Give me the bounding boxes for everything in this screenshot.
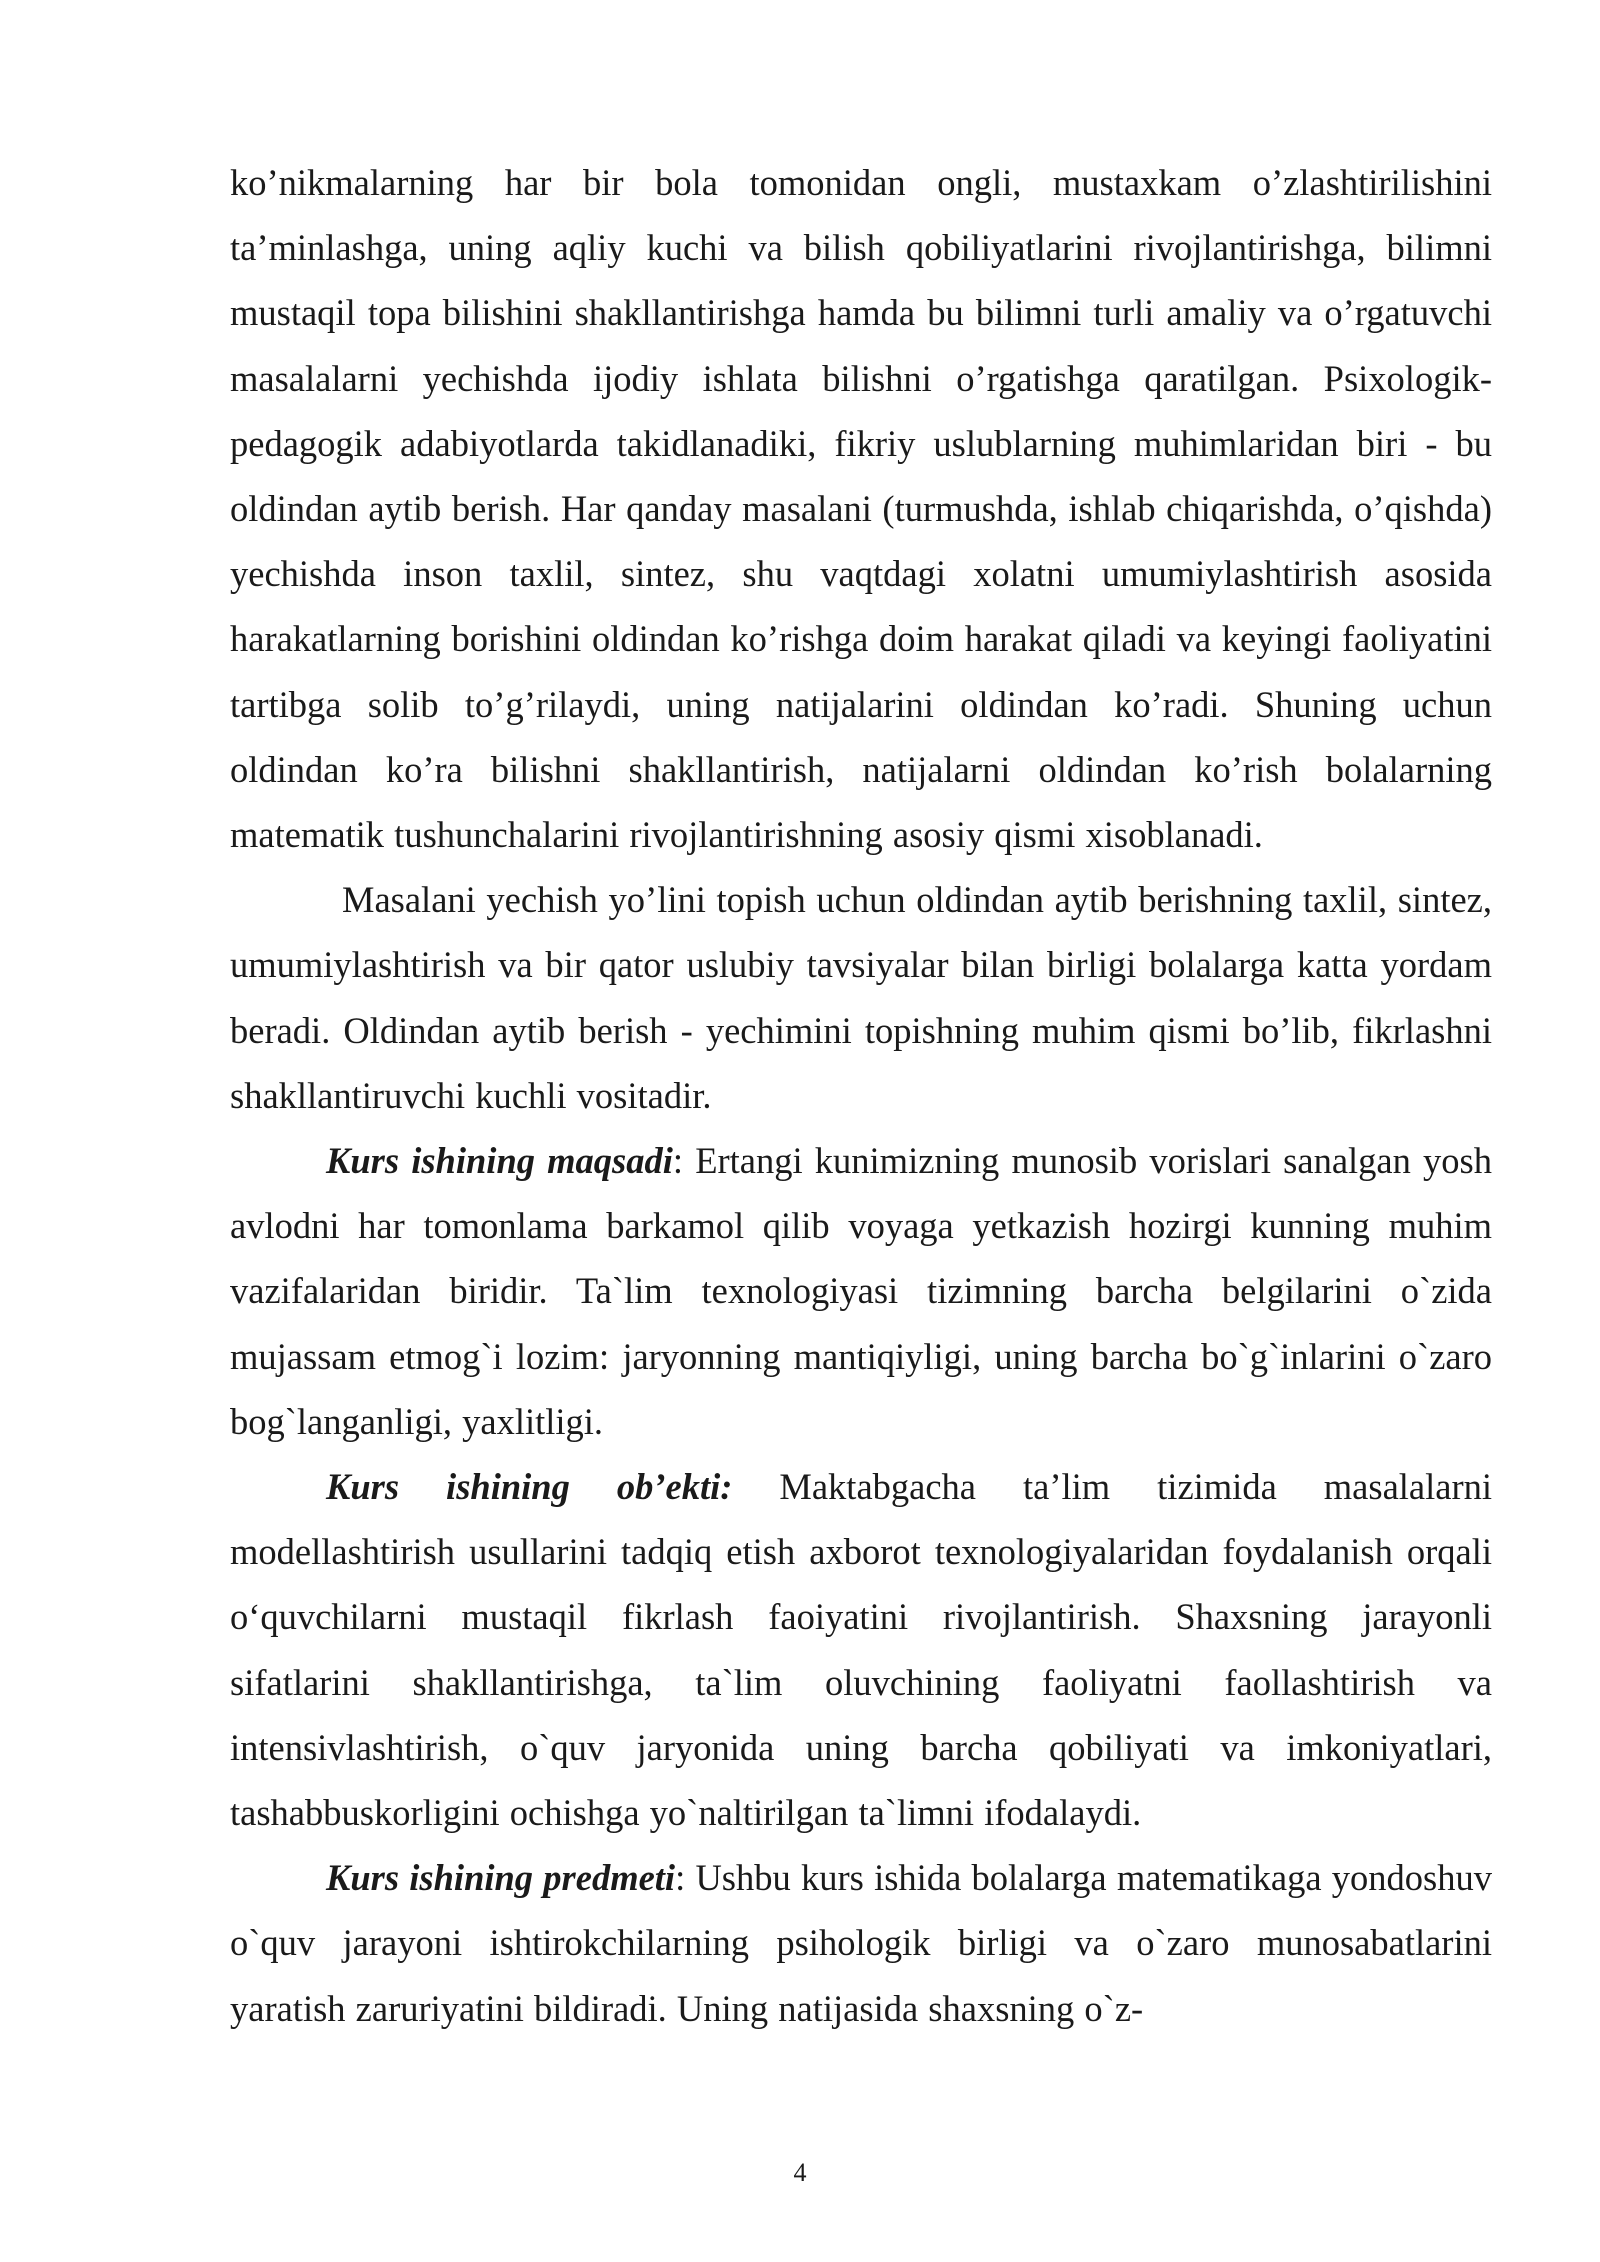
paragraph-text: ko’nikmalarning har bir bola tomonidan ongli, mustaxkam o’zlashtirilishini ta’minlashga, uning aqliy kuchi va bilish qobiliyatlarini rivojlantirishga, bilimni mustaqil topa bilishini shakllantirishga hamda bu bilimni turli amaliy va o’rgatuvchi masalalarni yechishda ijodiy ishlata bilishni o’rgatishga qaratilgan. Psixologik-pedagogik adabiyotlarda takidlanadiki, fikriy uslublarning muhimlaridan biri - bu oldindan aytib berish. Har qanday masalani (turmushda, ishlab chiqarishda, o’qishda) yechishda inson taxlil, sintez, shu vaqtdagi xolatni umumiylashtirish asosida harakatlarning borishini oldindan ko’rishga doim harakat qiladi va keyingi faoliyatini tartibga solib to’g’rilaydi, uning natijalarini oldindan ko’radi. Shuning uchun oldindan ko’ra bilishni shakllantirish, natijalarni oldindan ko’rish bolalarning matematik tushunchalarini rivojlantirishning asosiy qismi xisoblanadi. — [230, 162, 1492, 856]
paragraph-course-subject — [230, 1845, 1492, 2041]
paragraph-lead-heading: Kurs ishining maqsadi — [326, 1140, 673, 1182]
paragraph-text: : Ertangi kunimizning munosib vorislari sanalgan yosh avlodni har tomonlama barkamol qilib voyaga yetkazish hozirgi kunning muhim vazifalaridan biridir. Ta`lim texnologiyasi tizimning barcha belgilarini o`zida mujassam etmog`i lozim: jaryonning mantiqiyligi, uning barcha bo`g`inlarini o`zaro bog`langanligi, yaxlitligi. — [230, 1140, 1492, 1442]
paragraph-intro-continuation — [230, 150, 1492, 867]
paragraph-text: Maktabgacha ta’lim tizimida masalalarni modellashtirish usullarini tadqiq etish axborot texnologiyalaridan foydalanish orqali o‘quvchilarni mustaqil fikrlash faoiyatini rivojlantirish. Shaxsning jarayonli sifatlarini shakllantirishga, ta`lim oluvchining faoliyatni faollashtirish va intensivlashtirish, o`quv jaryonida uning barcha qobiliyati va imkoniyatlari, tashabbuskorligini ochishga yo`naltirilgan ta`limni ifodalaydi. — [230, 1466, 1492, 1834]
document-page — [230, 150, 1492, 2041]
paragraph-problem-solving — [230, 867, 1492, 1128]
paragraph-text: : Ushbu kurs ishida bolalarga matematikaga yondoshuv o`quv jarayoni ishtirokchilarning psihologik birligi va o`zaro munosabatlarini yaratish zaruriyatini bildiradi. Uning natijasida shaxsning o`z- — [230, 1857, 1493, 2029]
paragraph-lead-heading: Kurs ishining predmeti — [326, 1857, 676, 1899]
paragraph-course-object — [230, 1454, 1492, 1845]
paragraph-course-goal — [230, 1128, 1492, 1454]
page-number: 4 — [793, 2158, 807, 2187]
paragraph-lead-heading: Kurs ishining ob’ekti: — [326, 1466, 733, 1508]
paragraph-text: Masalani yechish yo’lini topish uchun oldindan aytib berishning taxlil, sintez, umumiylashtirish va bir qator uslubiy tavsiyalar bilan birligi bolalarga katta yordam beradi. Oldindan aytib berish - yechimini topishning muhim qismi bo’lib, fikrlashni shakllantiruvchi kuchli vositadir. — [230, 879, 1492, 1116]
